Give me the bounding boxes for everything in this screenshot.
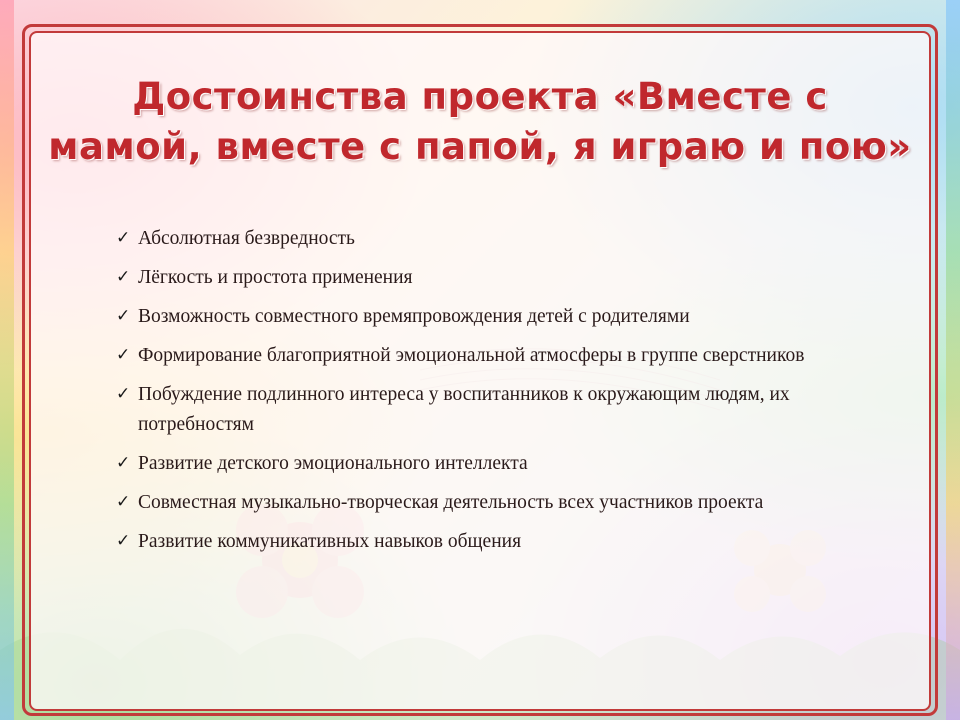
title-line-1: Достоинства проекта «Вместе с <box>132 75 828 118</box>
check-icon: ✓ <box>116 345 131 365</box>
list-item-emotional-intelligence <box>116 449 896 479</box>
list-item-text: Совместная музыкально-творческая деятельность всех участников проекта <box>138 492 764 513</box>
check-icon: ✓ <box>116 531 131 551</box>
title-line-2: мамой, вместе с папой, я играю и пою» <box>48 125 912 168</box>
slide-title <box>40 72 920 172</box>
list-item-musical-activity <box>116 488 896 518</box>
check-icon: ✓ <box>116 228 131 248</box>
list-item-emotional-atmosphere <box>116 341 896 371</box>
list-item-text: Абсолютная безвредность <box>138 228 355 249</box>
check-icon: ✓ <box>116 492 131 512</box>
check-icon: ✓ <box>116 384 131 404</box>
check-icon: ✓ <box>116 453 131 473</box>
check-icon: ✓ <box>116 267 131 287</box>
list-item-joint-pastime <box>116 302 896 332</box>
advantages-list <box>116 224 896 566</box>
list-item-interest-in-people <box>116 380 896 440</box>
list-item-communication-skills <box>116 527 896 557</box>
list-item-text: Побуждение подлинного интереса у воспитанников к окружающим людям, их потребностям <box>138 384 790 435</box>
list-item-text: Развитие детского эмоционального интеллекта <box>138 453 528 474</box>
list-item-text: Формирование благоприятной эмоциональной атмосферы в группе сверстников <box>138 345 805 366</box>
list-item-harmlessness <box>116 224 896 254</box>
list-item-text: Лёгкость и простота применения <box>138 267 413 288</box>
list-item-text: Развитие коммуникативных навыков общения <box>138 531 522 552</box>
list-item-text: Возможность совместного времяпровождения детей с родителями <box>138 306 690 327</box>
list-item-ease-of-use <box>116 263 896 293</box>
check-icon: ✓ <box>116 306 131 326</box>
